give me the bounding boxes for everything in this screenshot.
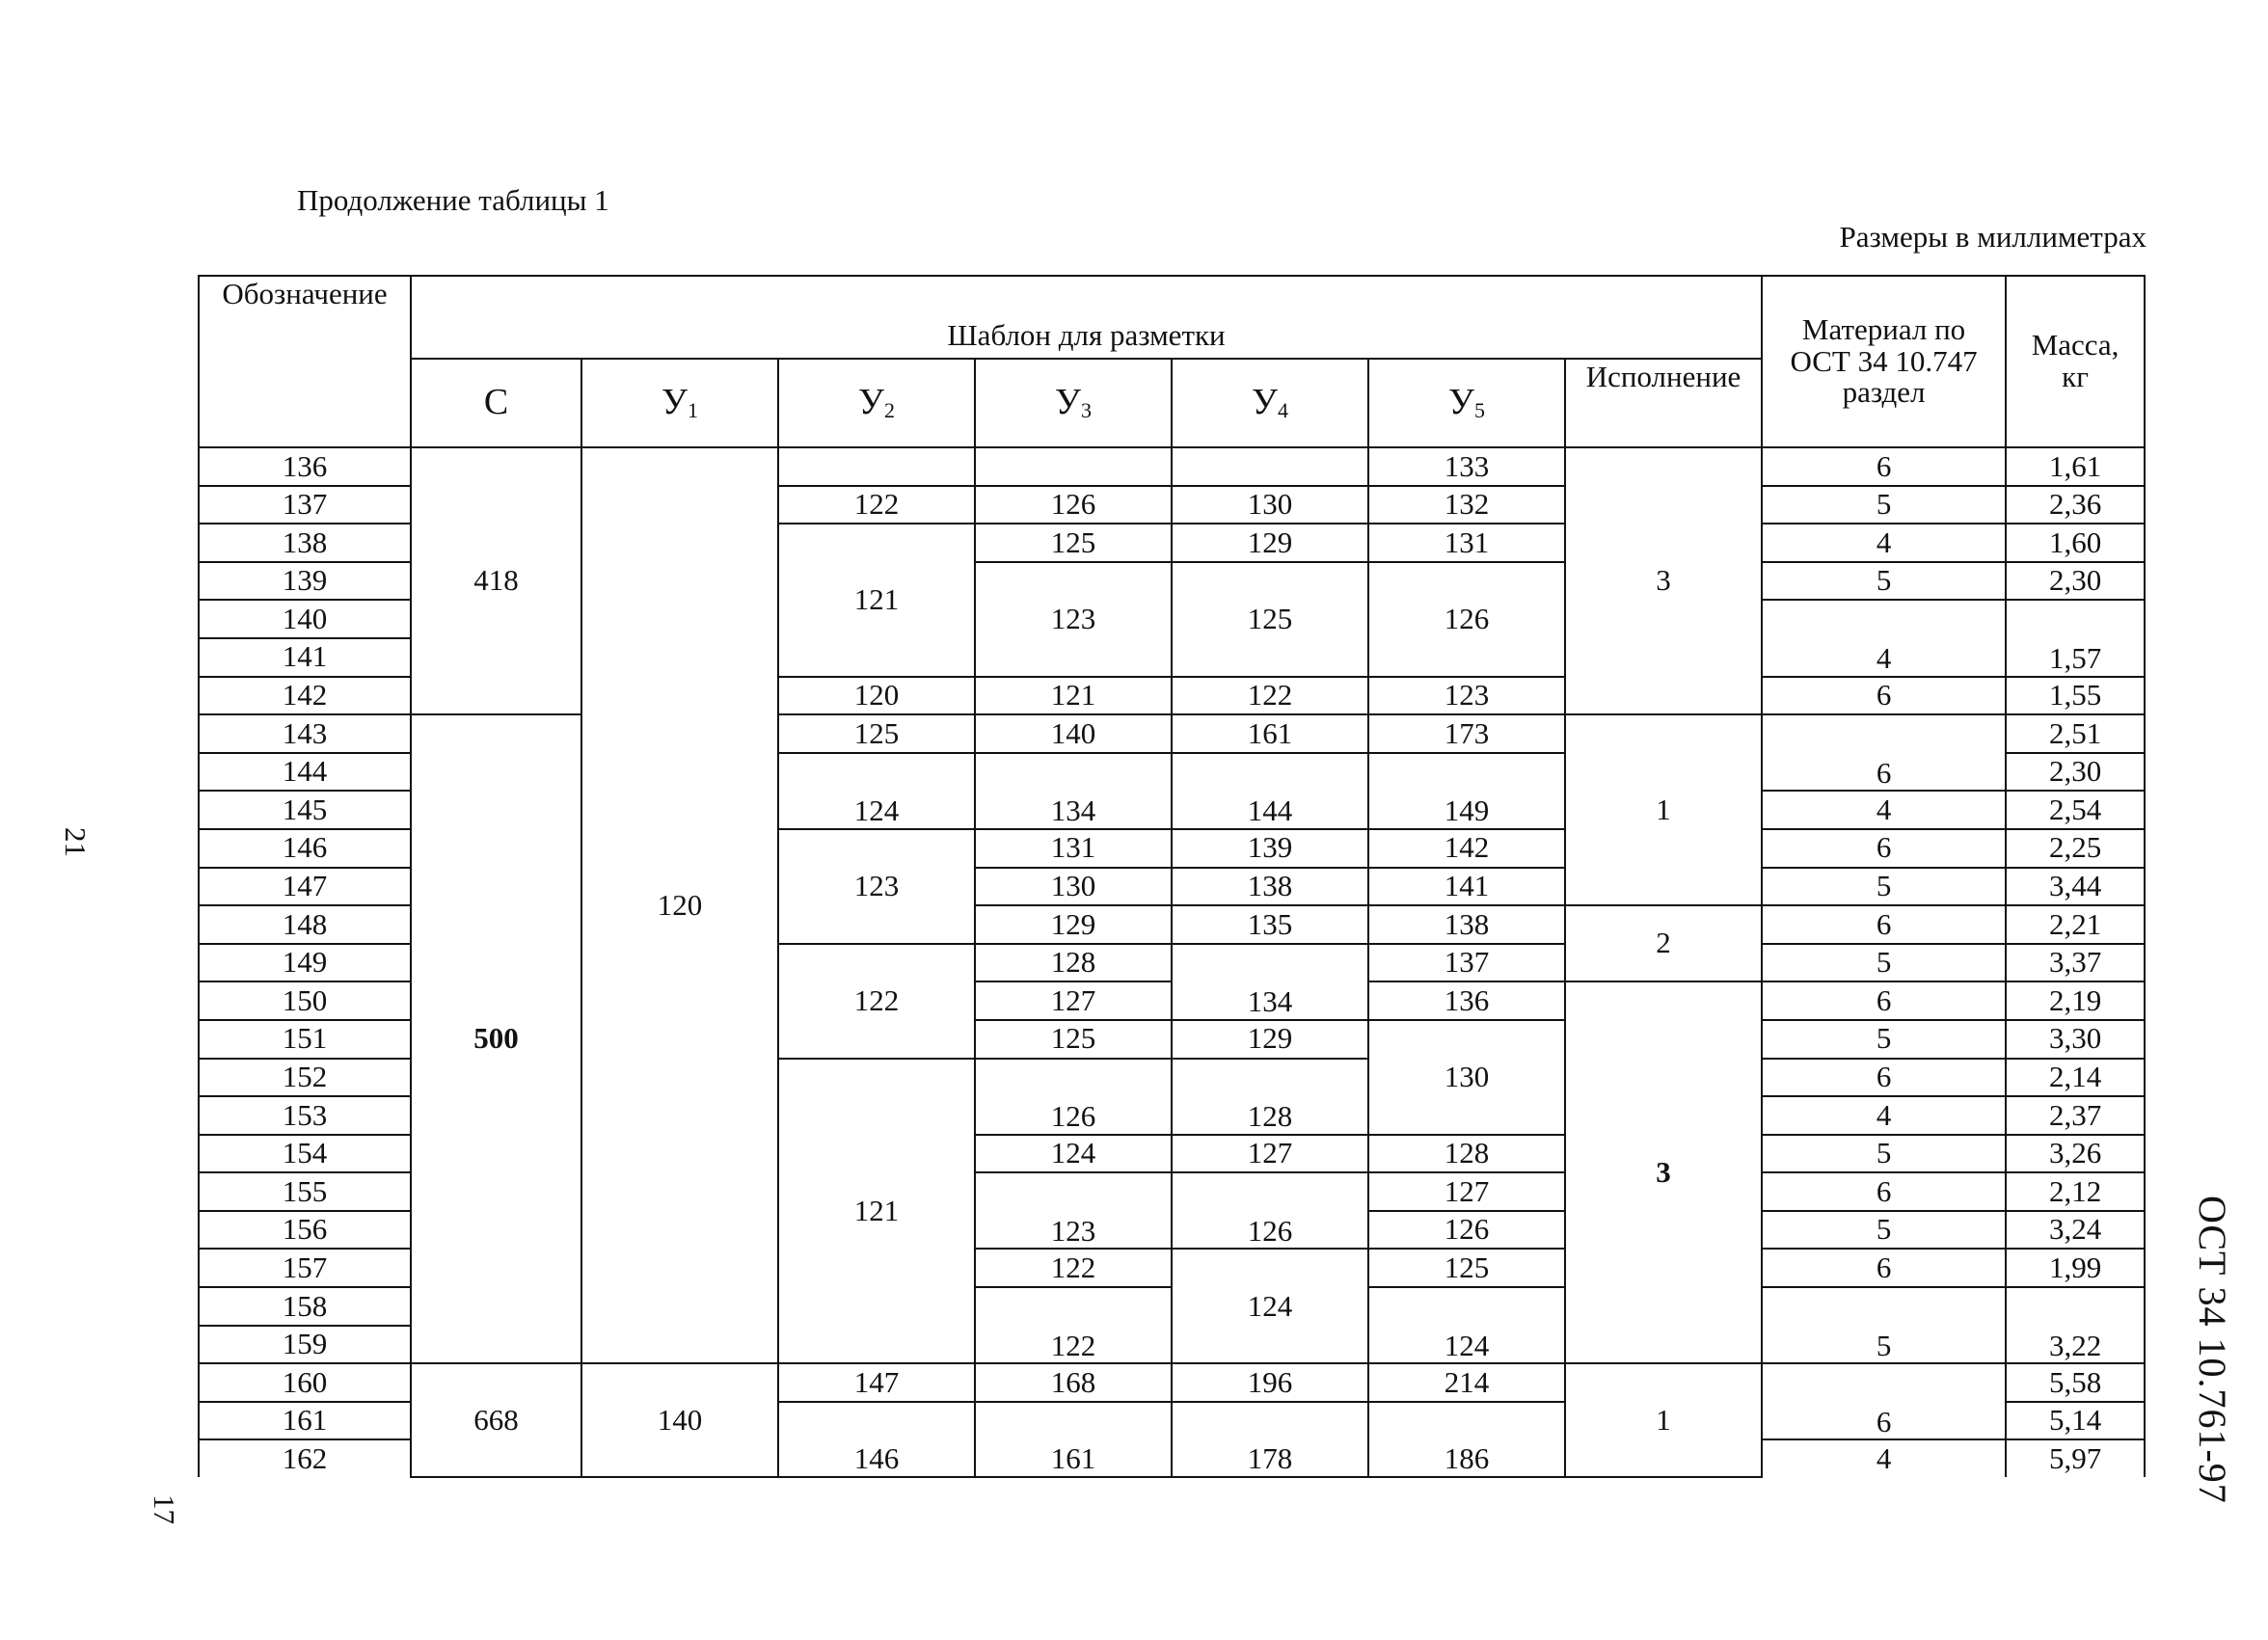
y1-cell: 140 — [581, 1363, 778, 1477]
y4-cell: 178 — [1172, 1402, 1368, 1477]
y4-cell: 161 — [1172, 714, 1368, 753]
y3-cell: 131 — [975, 829, 1172, 868]
designation-cell: 151 — [199, 1020, 411, 1059]
material-cell: 6 — [1762, 829, 2006, 868]
material-cell: 6 — [1762, 905, 2006, 944]
y3-cell: 126 — [975, 1059, 1172, 1135]
material-cell: 4 — [1762, 1096, 2006, 1135]
mass-cell: 2,37 — [2006, 1096, 2145, 1135]
designation-cell: 159 — [199, 1326, 411, 1364]
header-designation: Обозначение — [199, 276, 411, 447]
y2-cell: 146 — [778, 1402, 975, 1477]
material-cell: 4 — [1762, 600, 2006, 676]
mass-cell: 3,24 — [2006, 1211, 2145, 1250]
designation-cell: 145 — [199, 791, 411, 829]
material-cell: 5 — [1762, 1211, 2006, 1250]
mass-cell: 1,61 — [2006, 447, 2145, 486]
y4-cell: 124 — [1172, 1249, 1368, 1363]
y2-cell: 147 — [778, 1363, 975, 1402]
y5-cell: 125 — [1368, 1249, 1565, 1287]
mass-cell: 2,30 — [2006, 562, 2145, 601]
header-y2-letter: У — [858, 382, 884, 423]
y5-cell: 126 — [1368, 1211, 1565, 1250]
version-cell: 1 — [1565, 714, 1762, 905]
mass-cell: 3,30 — [2006, 1020, 2145, 1059]
material-cell: 5 — [1762, 486, 2006, 524]
header-y5 — [1368, 359, 1565, 447]
document-code: ОСТ 34 10.761-97 — [2191, 1196, 2234, 1504]
y4-cell: 129 — [1172, 1020, 1368, 1059]
y1-cell: 120 — [581, 447, 778, 1363]
designation-cell: 161 — [199, 1402, 411, 1440]
designation-cell: 156 — [199, 1211, 411, 1250]
header-y2 — [778, 359, 975, 447]
y5-cell: 138 — [1368, 905, 1565, 944]
mass-cell: 3,37 — [2006, 944, 2145, 982]
header-y5-sub: 5 — [1473, 398, 1485, 423]
designation-cell: 140 — [199, 600, 411, 638]
material-cell: 5 — [1762, 1020, 2006, 1059]
y5-cell: 124 — [1368, 1287, 1565, 1363]
dimensions-table — [198, 275, 2146, 1478]
table-row — [199, 714, 2145, 753]
c-cell: 668 — [411, 1363, 581, 1477]
y5-cell: 128 — [1368, 1135, 1565, 1173]
designation-cell: 137 — [199, 486, 411, 524]
mass-cell: 2,14 — [2006, 1059, 2145, 1097]
mass-cell: 5,97 — [2006, 1439, 2145, 1477]
y5-cell: 123 — [1368, 677, 1565, 715]
y3-cell: 168 — [975, 1363, 1172, 1402]
y5-cell: 130 — [1368, 1020, 1565, 1135]
designation-cell: 150 — [199, 981, 411, 1020]
y5-cell: 186 — [1368, 1402, 1565, 1477]
y5-cell: 137 — [1368, 944, 1565, 982]
y4-cell: 122 — [1172, 677, 1368, 715]
designation-cell: 148 — [199, 905, 411, 944]
y5-cell: 173 — [1368, 714, 1565, 753]
y5-cell: 136 — [1368, 981, 1565, 1020]
page-number: 21 — [59, 827, 93, 857]
mass-cell: 2,54 — [2006, 791, 2145, 829]
y3-cell — [975, 447, 1172, 486]
y3-cell: 129 — [975, 905, 1172, 944]
y4-cell: 130 — [1172, 486, 1368, 524]
designation-cell: 143 — [199, 714, 411, 753]
table-row — [199, 447, 2145, 486]
y2-cell: 124 — [778, 753, 975, 829]
y2-cell: 120 — [778, 677, 975, 715]
designation-cell: 157 — [199, 1249, 411, 1287]
y4-cell: 138 — [1172, 868, 1368, 906]
mass-cell: 2,21 — [2006, 905, 2145, 944]
y3-cell: 161 — [975, 1402, 1172, 1477]
y3-cell: 140 — [975, 714, 1172, 753]
material-cell: 6 — [1762, 447, 2006, 486]
material-cell: 6 — [1762, 1059, 2006, 1097]
header-material: Материал по ОСТ 34 10.747 раздел — [1762, 276, 2006, 447]
mass-cell: 2,30 — [2006, 753, 2145, 792]
mass-cell: 1,57 — [2006, 600, 2145, 676]
header-y2-sub: 2 — [883, 398, 895, 423]
designation-cell: 144 — [199, 753, 411, 792]
header-y3-sub: 3 — [1080, 398, 1092, 423]
y4-cell: 126 — [1172, 1172, 1368, 1249]
y3-cell: 134 — [975, 753, 1172, 829]
designation-cell: 136 — [199, 447, 411, 486]
material-cell: 6 — [1762, 1363, 2006, 1439]
y4-cell: 125 — [1172, 562, 1368, 677]
table-caption: Продолжение таблицы 1 — [297, 183, 609, 217]
y4-cell: 127 — [1172, 1135, 1368, 1173]
y4-cell: 135 — [1172, 905, 1368, 944]
designation-cell: 142 — [199, 677, 411, 715]
y3-cell: 122 — [975, 1287, 1172, 1363]
designation-cell: 152 — [199, 1059, 411, 1097]
material-cell: 4 — [1762, 1439, 2006, 1477]
header-y1-sub: 1 — [687, 398, 698, 423]
y4-cell: 129 — [1172, 524, 1368, 562]
y3-cell: 122 — [975, 1249, 1172, 1287]
y3-cell: 127 — [975, 981, 1172, 1020]
c-cell: 500 — [411, 714, 581, 1363]
y3-cell: 125 — [975, 524, 1172, 562]
material-cell: 5 — [1762, 1135, 2006, 1173]
material-cell: 5 — [1762, 1287, 2006, 1363]
table-row — [199, 1363, 2145, 1402]
mass-cell: 1,99 — [2006, 1249, 2145, 1287]
material-cell: 4 — [1762, 524, 2006, 562]
y3-cell: 124 — [975, 1135, 1172, 1173]
y3-cell: 121 — [975, 677, 1172, 715]
y2-cell: 121 — [778, 524, 975, 676]
units-note: Размеры в миллиметрах — [1839, 220, 2146, 254]
designation-cell: 155 — [199, 1172, 411, 1211]
mass-cell: 2,51 — [2006, 714, 2145, 753]
material-cell: 6 — [1762, 1172, 2006, 1211]
header-mass: Масса, кг — [2006, 276, 2145, 447]
y5-cell: 214 — [1368, 1363, 1565, 1402]
header-y3 — [975, 359, 1172, 447]
header-y4-sub: 4 — [1277, 398, 1288, 423]
material-cell: 5 — [1762, 868, 2006, 906]
designation-cell: 146 — [199, 829, 411, 868]
y3-cell: 123 — [975, 1172, 1172, 1249]
y4-cell — [1172, 447, 1368, 486]
y4-cell: 139 — [1172, 829, 1368, 868]
y5-cell: 149 — [1368, 753, 1565, 829]
y5-cell: 127 — [1368, 1172, 1565, 1211]
mass-cell: 2,19 — [2006, 981, 2145, 1020]
header-y1 — [581, 359, 778, 447]
y3-cell: 123 — [975, 562, 1172, 677]
y3-cell: 130 — [975, 868, 1172, 906]
header-c: С — [411, 359, 581, 447]
mass-cell: 2,12 — [2006, 1172, 2145, 1211]
y3-cell: 128 — [975, 944, 1172, 982]
footer-number: 17 — [148, 1494, 181, 1524]
y5-cell: 133 — [1368, 447, 1565, 486]
y5-cell: 142 — [1368, 829, 1565, 868]
y2-cell: 122 — [778, 944, 975, 1059]
material-cell: 6 — [1762, 677, 2006, 715]
y4-cell: 196 — [1172, 1363, 1368, 1402]
material-cell: 4 — [1762, 791, 2006, 829]
y3-cell: 126 — [975, 486, 1172, 524]
mass-cell: 3,44 — [2006, 868, 2145, 906]
mass-cell: 3,26 — [2006, 1135, 2145, 1173]
y2-cell: 122 — [778, 486, 975, 524]
designation-cell: 149 — [199, 944, 411, 982]
y2-cell — [778, 447, 975, 486]
header-y4 — [1172, 359, 1368, 447]
designation-cell: 138 — [199, 524, 411, 562]
material-cell: 6 — [1762, 1249, 2006, 1287]
header-y5-letter: У — [1448, 382, 1474, 423]
y4-cell: 134 — [1172, 944, 1368, 1020]
header-template: Шаблон для разметки — [411, 276, 1762, 359]
y4-cell: 144 — [1172, 753, 1368, 829]
material-cell: 5 — [1762, 562, 2006, 601]
mass-cell: 3,22 — [2006, 1287, 2145, 1363]
mass-cell: 2,25 — [2006, 829, 2145, 868]
designation-cell: 147 — [199, 868, 411, 906]
version-cell: 3 — [1565, 447, 1762, 714]
mass-cell: 5,14 — [2006, 1402, 2145, 1440]
material-cell: 6 — [1762, 714, 2006, 791]
y2-cell: 123 — [778, 829, 975, 944]
y3-cell: 125 — [975, 1020, 1172, 1059]
designation-cell: 162 — [199, 1439, 411, 1477]
y4-cell: 128 — [1172, 1059, 1368, 1135]
material-cell: 5 — [1762, 944, 2006, 982]
header-y4-letter: У — [1252, 382, 1278, 423]
header-y3-letter: У — [1055, 382, 1081, 423]
version-cell: 2 — [1565, 905, 1762, 981]
designation-cell: 154 — [199, 1135, 411, 1173]
mass-cell: 2,36 — [2006, 486, 2145, 524]
designation-cell: 139 — [199, 562, 411, 601]
header-version: Исполнение — [1565, 359, 1762, 447]
designation-cell: 153 — [199, 1096, 411, 1135]
mass-cell: 5,58 — [2006, 1363, 2145, 1402]
version-cell: 3 — [1565, 981, 1762, 1363]
designation-cell: 158 — [199, 1287, 411, 1326]
header-y1-letter: У — [662, 382, 688, 423]
y2-cell: 121 — [778, 1059, 975, 1364]
y2-cell: 125 — [778, 714, 975, 753]
c-cell: 418 — [411, 447, 581, 714]
y5-cell: 131 — [1368, 524, 1565, 562]
version-cell: 1 — [1565, 1363, 1762, 1477]
designation-cell: 160 — [199, 1363, 411, 1402]
y5-cell: 126 — [1368, 562, 1565, 677]
material-cell: 6 — [1762, 981, 2006, 1020]
mass-cell: 1,55 — [2006, 677, 2145, 715]
y5-cell: 141 — [1368, 868, 1565, 906]
designation-cell: 141 — [199, 638, 411, 677]
mass-cell: 1,60 — [2006, 524, 2145, 562]
y5-cell: 132 — [1368, 486, 1565, 524]
